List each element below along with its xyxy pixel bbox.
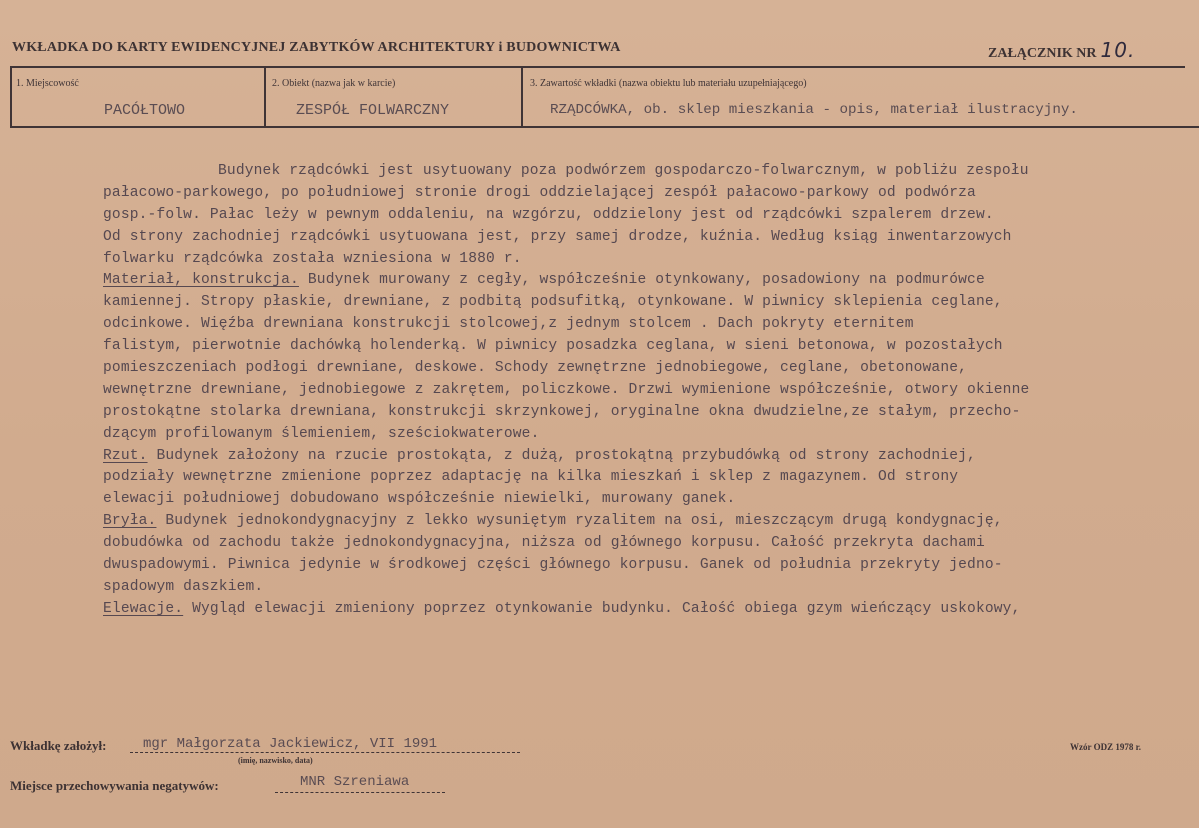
text-line: pomieszczeniach podłogi drewniane, deskowe. Schody zewnętrzne jednobiegowe, ceglane, obetonowane,: [103, 360, 968, 377]
negatives-value: MNR Szreniawa: [300, 774, 410, 790]
negatives-label: Miejsce przechowywania negatywów:: [10, 778, 219, 793]
text-line: Od strony zachodniej rządcówki usytuowana jest, przy samej drodze, kuźnia. Według ksiąg inwentarzowych: [103, 228, 1012, 245]
field-divider-2: [264, 66, 266, 128]
text-line: Budynek rządcówki jest usytuowany poza podwórzem gospodarczo-folwarcznym, w pobliżu zespołu: [218, 163, 1029, 179]
text-line: spadowym daszkiem.: [103, 578, 264, 595]
locality-value: PACÓŁTOWO: [104, 102, 186, 119]
text-line: kamiennej. Stropy płaskie, drewniane, z podbitą podsufitką, otynkowane. W piwnicy sklepienia ceglane,: [103, 294, 1003, 311]
text-line: falistym, pierwotnie dachówką holenderką. W piwnicy posadzka ceglana, w sieni betonowa, w pozostałych: [103, 338, 1003, 355]
author-value: mgr Małgorzata Jackiewicz, VII 1991: [143, 736, 438, 752]
text-line: dwuspadowymi. Piwnica jedynie w środkowej części głównego korpusu. Ganek od południa przekryty jedno-: [103, 557, 1003, 574]
object-value: ZESPÓŁ FOLWARCZNY: [296, 102, 450, 119]
section-heading-rzut: Rzut.: [103, 447, 148, 464]
text-segment: Budynek założony na rzucie prostokąta, z dużą, prostokątną przybudówką od strony zachodniej,: [147, 447, 976, 464]
section-heading-material: Materiał, konstrukcja.: [103, 272, 299, 289]
text-line: folwarku rządcówka została wzniesiona w 1880 r.: [103, 250, 522, 267]
text-line: elewacji południowej dobudowano współcześnie niewielki, murowany ganek.: [103, 491, 736, 508]
text-line: [103, 270, 1193, 292]
field-divider-3: [521, 66, 523, 128]
section-heading-elewacje: Elewacje.: [103, 600, 184, 617]
text-line: dobudówka od zachodu także jednokondygnacyjna, niższa od głównego korpusu. Całość przekryta dachami: [103, 535, 985, 552]
text-line: [103, 599, 1193, 621]
form-template-label: Wzór ODZ 1978 r.: [1070, 742, 1141, 752]
text-segment: Budynek jednokondygnacyjny z lekko wysuniętym ryzalitem na osi, mieszczącym drugą kondygnację,: [156, 513, 1003, 530]
text-line: odcinkowe. Więźba drewniana konstrukcji stolcowej,z jednym stolcem . Dach pokryty eternitem: [103, 316, 914, 333]
text-line: wewnętrzne drewniane, jednobiegowe z zakrętem, policzkowe. Drzwi wymienione współcześnie, otwory okienne: [103, 381, 1030, 398]
text-line: gosp.-folw. Pałac leży w pewnym oddaleniu, na wzgórzu, oddzielony jest od rządcówki szpalerem drzew.: [103, 206, 994, 223]
text-segment: Budynek murowany z cegły, współcześnie otynkowany, posadowiony na podmurówce: [298, 272, 985, 289]
annex-number-value: 10.: [1100, 38, 1136, 62]
description-text: [103, 161, 1193, 621]
author-label: Wkładkę założył:: [10, 738, 107, 753]
annex-number: [988, 38, 1135, 62]
author-note: (imię, nazwisko, data): [238, 756, 313, 765]
object-label: 2. Obiekt (nazwa jak w karcie): [272, 78, 396, 89]
annex-label: ZAŁĄCZNIK NR: [988, 46, 1097, 61]
text-line: dzącym profilowanym ślemieniem, sześciokwaterowe.: [103, 425, 540, 442]
text-line: [103, 511, 1193, 533]
text-line: podziały wewnętrzne zmienione poprzez adaptację na kilka mieszkań i sklep z magazynem. Od strony: [103, 469, 959, 486]
text-line: prostokątne stolarka drewniana, konstrukcji skrzynkowej, oryginalne okna dwudzielne,ze stałym, przecho-: [103, 403, 1021, 420]
insert-content-label: 3. Zawartość wkładki (nazwa obiektu lub materiału uzupełniającego): [530, 78, 807, 89]
text-line: [103, 446, 1193, 468]
section-heading-bryla: Bryła.: [103, 513, 157, 530]
top-rule: [10, 66, 1185, 68]
negatives-line: [275, 792, 445, 793]
fields-bottom-rule: [10, 126, 1199, 128]
card-title: WKŁADKA DO KARTY EWIDENCYJNEJ ZABYTKÓW ARCHITEKTURY i BUDOWNICTWA: [12, 40, 621, 55]
field-divider-1: [10, 66, 12, 128]
author-line: [130, 752, 520, 753]
text-line: pałacowo-parkowego, po południowej stronie drogi oddzielającej zespół pałacowo-parkowy od podwórza: [103, 184, 976, 201]
insert-content-value: RZĄDCÓWKA, ob. sklep mieszkania - opis, materiał ilustracyjny.: [550, 102, 1078, 118]
locality-label: 1. Miejscowość: [16, 78, 79, 89]
text-segment: Wygląd elewacji zmieniony poprzez otynkowanie budynku. Całość obiega gzym wieńczący uskokowy,: [183, 600, 1021, 617]
